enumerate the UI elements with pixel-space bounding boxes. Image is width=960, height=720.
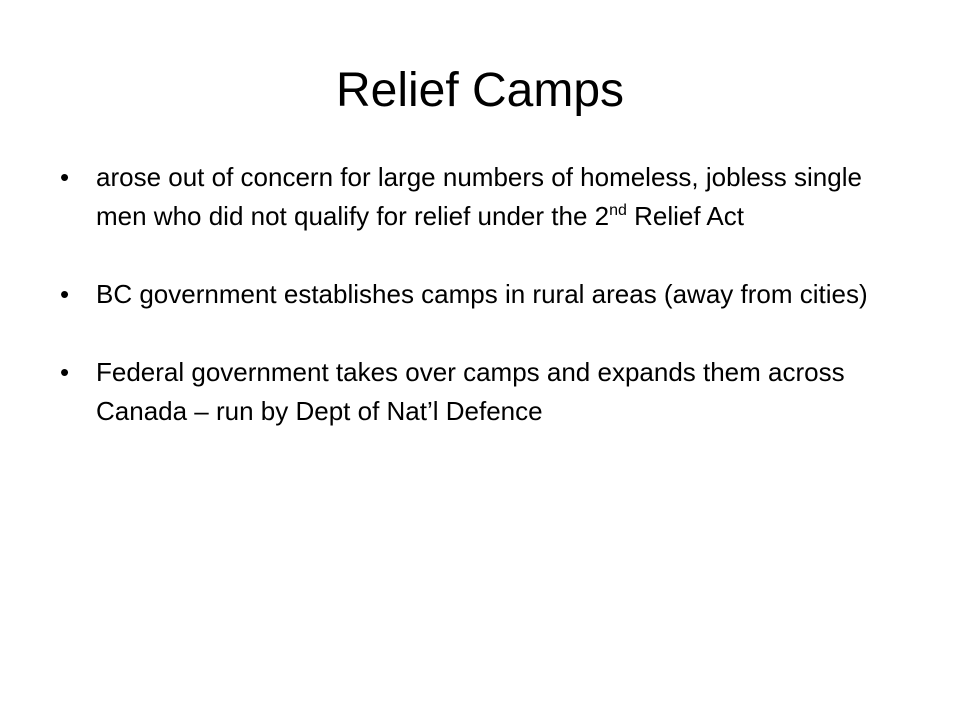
bullet-dot-icon: • — [60, 357, 70, 387]
bullet-list — [60, 158, 886, 470]
bullet-dot-icon: • — [60, 162, 70, 192]
bullet-text-after: Relief Act — [626, 201, 744, 231]
bullet-text-before: arose out of concern for large numbers of homeless, jobless single men who did not qualify for relief under the 2 — [96, 162, 862, 231]
bullet-dot-icon: • — [60, 279, 70, 309]
bullet-item-relief-concern — [60, 158, 886, 236]
bullet-text: Federal government takes over camps and expands them across Canada – run by Dept of Nat’l Defence — [96, 357, 845, 426]
bullet-superscript: nd — [609, 202, 627, 219]
bullet-item-federal-government — [60, 353, 886, 431]
slide-title: Relief Camps — [335, 64, 625, 117]
bullet-item-bc-government — [60, 275, 886, 314]
bullet-text: BC government establishes camps in rural areas (away from cities) — [96, 279, 868, 309]
